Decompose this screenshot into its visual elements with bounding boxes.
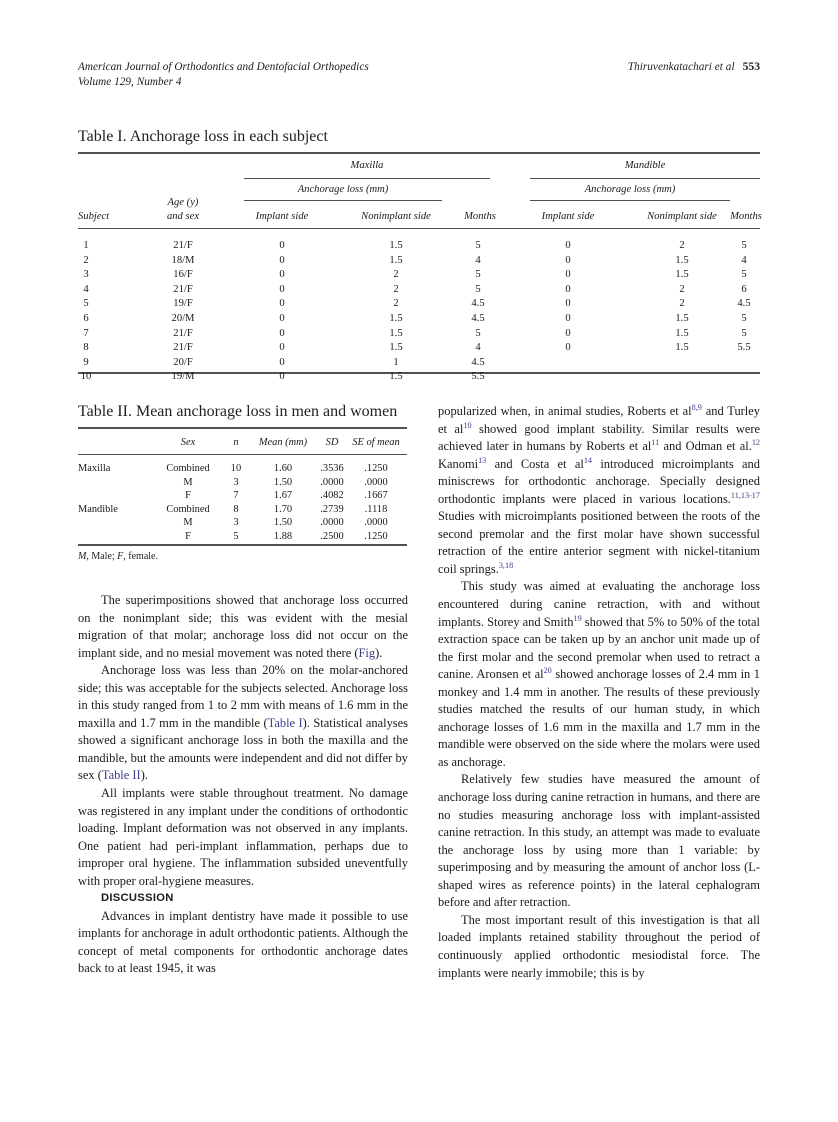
table-1-cell-mx-nonimplant: 1: [393, 356, 399, 368]
para-text-tail: ).: [140, 768, 148, 783]
table-1-cell-mx-implant: 0: [279, 313, 285, 324]
table-1-cell-subject: 9: [83, 356, 89, 368]
table-2-col-sd: SD: [325, 437, 339, 448]
table-1-cell-mx-nonimplant: 1.5: [389, 254, 403, 266]
table-1-cell-subject: 10: [80, 371, 92, 383]
table-1-cell-mx-nonimplant: 1.5: [389, 240, 403, 251]
table-1-cell-md-nonimplant: 2: [679, 298, 685, 310]
table-1-cell-age-sex: 21/F: [173, 240, 193, 251]
table-2-cell-arch: Mandible: [78, 503, 118, 515]
para-text-mid: ). Statistical analyses showed a significant anchorage loss in both the maxilla and the mandible, but the amounts were independent and did not differ by sex (: [78, 715, 408, 783]
para-text: introduced microimplants and miniscrews for orthodontic anchorage. Specially designed orthodontic implants were placed in various locations.: [438, 456, 760, 506]
table-2-cell-sd: .0000: [320, 476, 344, 488]
table-1-cell-mx-nonimplant: 1.5: [389, 371, 403, 383]
table-2-cell-n: 10: [230, 463, 242, 474]
table-1-cell-age-sex: 20/F: [173, 356, 193, 368]
table-1-cell-mx-implant: 0: [279, 298, 285, 310]
table-1-cell-mx-implant: 0: [279, 254, 285, 266]
table-1-cell-md-nonimplant: 2: [679, 283, 685, 295]
table-1-maxilla-sub-rule: [244, 200, 442, 201]
table-2-cell-sex: M: [183, 476, 193, 488]
table-1-cell-md-implant: 0: [565, 313, 571, 324]
para-text: Anchorage loss was less than 20% on the molar-anchored side; this was acceptable for the subjects selected. Anchorage loss in this study ranged from 1 to 2 mm with means of 1.6 mm in the maxilla and 1.7 mm in the mandible (: [78, 663, 408, 730]
para-text: showed that 5% to 50% of the total extraction space can be taken up by an anchor unit made up of the first molar and the second premolar when used to retract a canine. Aronsen et al: [438, 614, 760, 682]
para-text: This study was aimed at evaluating the anchorage loss encountered during canine retraction, with and without implants. Storey and Smith: [438, 579, 760, 629]
table-1-top-rule: [78, 152, 760, 154]
table-1-cell-md-implant: 0: [565, 327, 571, 339]
table-1-cell-mx-months: 4.5: [471, 313, 485, 324]
para-text: Kanomi: [438, 456, 479, 471]
journal-title: American Journal of Orthodontics and Dentofacial Orthopedics: [78, 61, 369, 73]
table-1-subgroup-maxilla: Anchorage loss (mm): [297, 184, 389, 195]
table-1-cell-mx-months: 5.5: [471, 371, 485, 383]
table-1-cell-age-sex: 19/M: [171, 371, 195, 383]
para-text: and Costa et al: [486, 456, 584, 471]
para-text: popularized when, in animal studies, Roberts et al: [438, 404, 692, 418]
table-2-cell-mean: 1.67: [273, 490, 293, 502]
table-1-group-maxilla: Maxilla: [350, 160, 384, 171]
table-1-cell-subject: 7: [83, 327, 89, 339]
table-2-cell-sex: Combined: [166, 503, 210, 515]
table-2-cell-se: .1250: [364, 463, 388, 474]
table-1-cell-age-sex: 18/M: [171, 254, 195, 266]
table-1-cell-subject: 5: [83, 298, 89, 310]
table-1-cell-md-months: 5: [741, 313, 747, 324]
table-2-title: Mean anchorage loss in men and women: [135, 403, 398, 420]
table-1-col-age-line2: and sex: [166, 211, 200, 222]
footnote-text-m: , Male;: [86, 551, 118, 562]
table-2-cell-mean: 1.50: [273, 517, 293, 529]
table-2-cell-sd: .2739: [320, 503, 344, 515]
footnote-abbr-f: F: [117, 551, 124, 562]
table-1-cell-subject: 4: [83, 283, 89, 295]
paragraph-few-studies: Relatively few studies have measured the amount of anchorage loss during canine retraction in humans, and there are no studies measuring anchorage loss with implant-assisted canine retraction. In this study, an attempt was made to evaluate the anchorage loss by using more than 1 variable: by superimposing and by measuring the amount of anchor loss (L-shaped wires as reference points) in the lateral cephalogram before and after retraction.: [438, 772, 760, 910]
table-1-cell-md-months: 5: [741, 327, 747, 339]
table-1-cell-mx-nonimplant: 2: [393, 269, 399, 281]
table-1-col-mx-nonimplant: Nonimplant side: [361, 211, 431, 222]
table-1-cell-mx-implant: 0: [279, 283, 285, 295]
page-number: 553: [742, 60, 760, 73]
table-2-cell-sex: F: [185, 531, 191, 542]
table-1-cell-mx-nonimplant: 1.5: [389, 313, 403, 324]
table-2-cell-mean: 1.70: [273, 503, 293, 515]
table-1-cell-mx-nonimplant: 2: [393, 283, 399, 295]
table-1-mandible-sub-rule: [530, 200, 730, 201]
table-2-cell-mean: 1.88: [273, 531, 293, 542]
para-text-tail: ).: [375, 645, 383, 660]
table-1-cell-subject: 1: [83, 240, 89, 251]
table-1-cell-md-implant: 0: [565, 283, 571, 295]
table-2-cell-n: 5: [233, 531, 239, 542]
footnote-text-f: , female.: [123, 551, 158, 562]
table-2-cell-sd: .0000: [320, 517, 344, 529]
table-1-cell-md-implant: 0: [565, 269, 571, 281]
table-2-cell-n: 7: [233, 490, 239, 502]
table-1-cell-subject: 2: [83, 254, 89, 266]
table-1-cell-age-sex: 21/F: [173, 283, 193, 295]
paragraph-popularized: [438, 403, 760, 578]
para-text: showed good implant stability. Similar results were achieved later in humans by Roberts et al: [438, 421, 760, 454]
table-1-cell-mx-implant: 0: [279, 327, 285, 339]
table-1-subgroup-mandible: Anchorage loss (mm): [584, 184, 676, 195]
table-1-cell-md-months: 5.5: [737, 342, 751, 354]
table-1-col-age-line1: Age (y): [167, 197, 199, 208]
table-1-cell-md-nonimplant: 1.5: [675, 269, 689, 281]
table-2-cell-n: 8: [233, 503, 239, 515]
table-2-footnote: [78, 551, 158, 563]
table-2-cell-sex: F: [185, 490, 191, 502]
para-text: and Odman et al.: [659, 439, 752, 454]
table-1-cell-mx-implant: 0: [279, 342, 285, 354]
table-1-cell-md-months: 4: [741, 254, 747, 266]
table-1-group-mandible: Mandible: [624, 160, 666, 171]
table-1-cell-mx-implant: 0: [279, 371, 285, 383]
ref-superscript-12[interactable]: 12: [751, 437, 761, 447]
table-1-cell-mx-nonimplant: 1.5: [389, 327, 403, 339]
table-2-col-sex: Sex: [180, 437, 196, 448]
table-1-cell-md-implant: 0: [565, 298, 571, 310]
table-1-col-md-months: Months: [730, 211, 762, 222]
table-2-col-se: SE of mean: [352, 437, 400, 448]
table-1-cell-mx-months: 5: [475, 269, 481, 281]
table-2-cell-se: .1250: [364, 531, 388, 542]
table-1-cell-subject: 6: [83, 313, 89, 324]
running-head-left: [78, 60, 369, 89]
table-2-cell-se: .1667: [364, 490, 388, 502]
ref-superscript-8-9[interactable]: 8,9: [691, 402, 702, 412]
table-1-cell-md-implant: 0: [565, 240, 571, 251]
table-2-cell-n: 3: [233, 517, 239, 529]
ref-superscript-19[interactable]: 19: [573, 613, 582, 623]
table-1-cell-age-sex: 19/F: [173, 298, 193, 310]
link-table-1[interactable]: Table I: [267, 715, 303, 730]
footnote-abbr-m: M: [78, 551, 87, 562]
table-1-cell-mx-nonimplant: 1.5: [389, 342, 403, 354]
table-2-cell-sd: .3536: [320, 463, 344, 474]
paragraph-implant-stability: All implants were stable throughout treatment. No damage was registered in any implant under the conditions of orthodontic loading. Implant deformation was not observed in any implants. One patient had peri-implant inflammation, perhaps due to improper oral hygiene. The inflammation subsided uneventfully with proper oral-hygiene measures.: [78, 786, 408, 888]
para-text: and Turley et al: [438, 404, 761, 436]
section-heading-discussion: DISCUSSION: [101, 892, 174, 905]
table-1-cell-age-sex: 21/F: [173, 342, 193, 354]
table-2-cell-sd: .2500: [320, 531, 344, 542]
table-1-cell-md-months: 6: [741, 283, 747, 295]
paragraph-superimpositions: [78, 592, 408, 662]
paragraph-most-important-result: The most important result of this investigation is that all loaded implants retained stability throughout the period of continuously applied orthodontic mesiodistal force. The implants were nearly immobile; this is by: [438, 912, 760, 980]
table-1-cell-md-nonimplant: 1.5: [675, 313, 689, 324]
table-1-cell-md-implant: 0: [565, 254, 571, 266]
table-1-mandible-span-rule: [530, 178, 760, 179]
table-1-cell-mx-months: 5: [475, 327, 481, 339]
table-1-cell-mx-implant: 0: [279, 269, 285, 281]
running-head-right: [628, 60, 760, 75]
table-1-cell-mx-months: 4: [475, 254, 481, 266]
table-1-cell-mx-months: 4: [475, 342, 481, 354]
table-1-cell-md-nonimplant: 2: [679, 240, 685, 251]
table-1-caption: [78, 128, 328, 146]
table-1-col-mx-implant: Implant side: [255, 211, 309, 222]
table-1-cell-mx-implant: 0: [279, 240, 285, 251]
table-1-cell-mx-months: 4.5: [471, 298, 485, 310]
table-1-cell-mx-months: 5: [475, 240, 481, 251]
table-2-cell-se: .0000: [364, 476, 388, 488]
table-1-cell-age-sex: 16/F: [173, 269, 193, 281]
table-2: [78, 403, 407, 565]
table-1-col-md-implant: Implant side: [541, 211, 595, 222]
table-2-cell-arch: Maxilla: [78, 463, 111, 474]
volume-issue: Volume 129, Number 4: [78, 75, 182, 88]
table-2-cell-se: .1118: [364, 503, 388, 515]
table-2-bottom-rule: [78, 544, 407, 546]
table-2-cell-mean: 1.50: [273, 476, 293, 488]
table-1-cell-subject: 8: [83, 342, 89, 354]
table-1-title: Anchorage loss in each subject: [129, 128, 328, 145]
ref-superscript-11-13-17[interactable]: 11,13-17: [730, 490, 760, 500]
ref-superscript-20[interactable]: 20: [543, 666, 552, 676]
table-2-cell-n: 3: [233, 476, 239, 488]
table-2-number: Table II.: [78, 403, 132, 420]
table-2-cell-se: .0000: [364, 517, 388, 529]
table-1-cell-mx-months: 4.5: [471, 356, 485, 368]
table-1-cell-md-months: 5: [741, 269, 747, 281]
link-figure[interactable]: Fig: [358, 645, 376, 660]
table-1-cell-md-months: 5: [741, 240, 747, 251]
table-2-caption: [78, 403, 397, 421]
table-2-cell-mean: 1.60: [273, 463, 293, 474]
table-1: [78, 128, 762, 383]
table-1-header-bottom-rule: [78, 228, 760, 229]
ref-superscript-3-18[interactable]: 3,18: [498, 560, 514, 570]
table-2-cell-sex: M: [183, 517, 193, 529]
ref-superscript-10[interactable]: 10: [463, 420, 472, 430]
table-1-cell-mx-implant: 0: [279, 356, 285, 368]
running-head: [78, 60, 760, 96]
table-1-cell-md-nonimplant: 1.5: [675, 342, 689, 354]
table-1-col-subject: Subject: [78, 211, 110, 222]
author-citation: Thiruvenkatachari et al: [627, 61, 735, 73]
table-1-cell-subject: 3: [83, 269, 89, 281]
table-2-cell-sd: .4082: [320, 490, 344, 502]
table-2-header-bottom-rule: [78, 454, 407, 455]
table-2-col-n: n: [233, 437, 239, 448]
table-1-col-mx-months: Months: [464, 211, 496, 222]
table-1-number: Table I.: [78, 128, 127, 145]
table-1-cell-md-nonimplant: 1.5: [675, 327, 689, 339]
ref-superscript-13[interactable]: 13: [478, 455, 487, 465]
body-column-right: [438, 403, 760, 982]
table-2-cell-sex: Combined: [166, 463, 210, 474]
table-1-cell-md-months: 4.5: [737, 298, 751, 310]
table-1-maxilla-span-rule: [244, 178, 490, 179]
table-1-cell-mx-nonimplant: 2: [393, 298, 399, 310]
paragraph-anchorage-loss: [78, 662, 408, 785]
table-1-cell-age-sex: 20/M: [171, 313, 195, 324]
table-1-cell-age-sex: 21/F: [173, 327, 193, 339]
para-text: Studies with microimplants positioned between the roots of the second premolar and the first molar have shown successful retraction of the entire anterior segment with nickel-titanium coil springs.: [438, 509, 760, 576]
body-column-left: [78, 592, 408, 978]
table-2-top-rule: [78, 427, 407, 429]
paragraph-study-aim: [438, 578, 760, 771]
para-text: showed anchorage losses of 2.4 mm in 1 monkey and 1.4 mm in another. The results of these previously studies matched the results of our human study, in which anchorage losses of 1.6 mm in the maxilla and 1.7 mm in the mandible were observed on the side where the molars were used as anchorage.: [438, 667, 760, 769]
ref-superscript-14[interactable]: 14: [583, 455, 593, 465]
table-1-cell-md-implant: 0: [565, 342, 571, 354]
table-1-cell-md-nonimplant: 1.5: [675, 254, 689, 266]
paragraph-discussion-intro: Advances in implant dentistry have made it possible to use implants for anchorage in adult orthodontic patients. Although the concept of metal components for orthodontic anchorage dates back to at least 1945, it was: [78, 908, 408, 976]
table-1-cell-mx-months: 5: [475, 283, 481, 295]
para-text: The superimpositions showed that anchorage loss occurred on the nonimplant side; this was evident with the mesial migration of that molar; anchorage loss did not occur on the implant side, and no mesial movement was noted there (: [78, 593, 408, 660]
ref-superscript-11[interactable]: 11: [651, 437, 660, 447]
link-table-2[interactable]: Table II: [101, 768, 141, 783]
table-2-col-mean: Mean (mm): [258, 437, 308, 448]
table-1-col-md-nonimplant: Nonimplant side: [647, 211, 717, 222]
